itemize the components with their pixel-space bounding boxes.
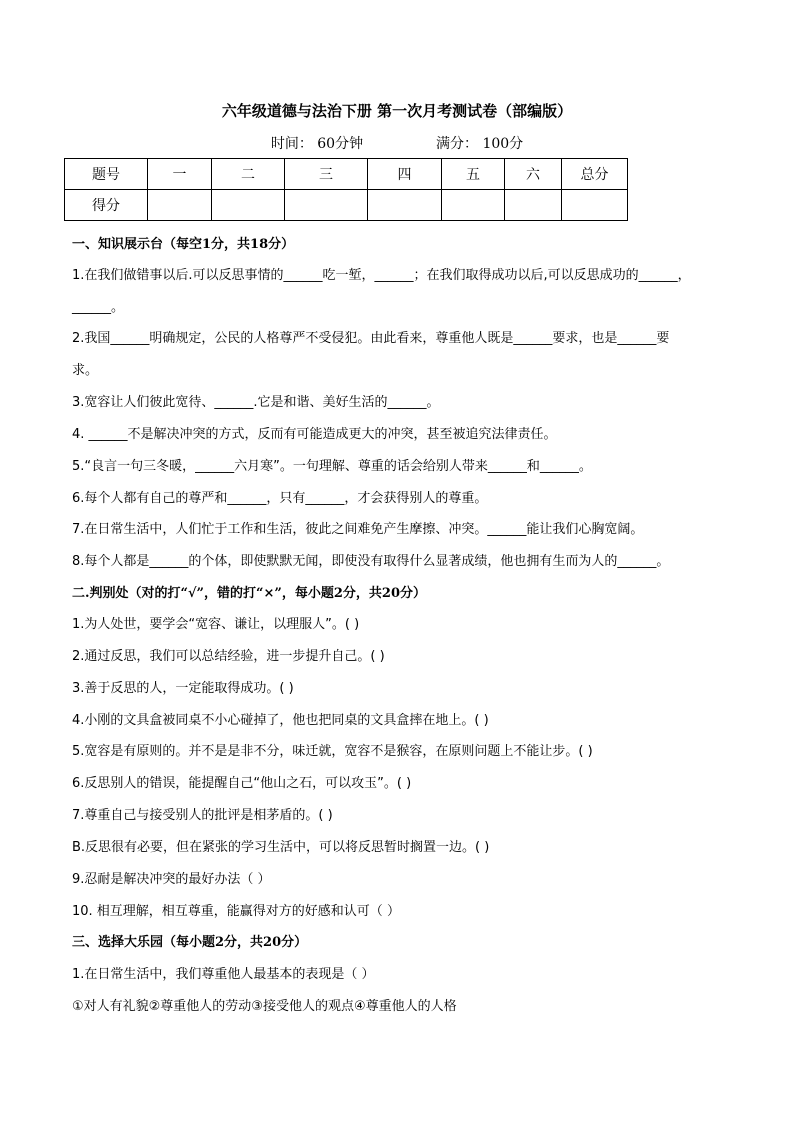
choice-question: 1.在日常生活中，我们尊重他人最基本的表现是（ ） (72, 967, 375, 982)
score-entry-cell[interactable] (505, 190, 562, 221)
question-line: 求。 (72, 363, 99, 378)
question-line: 4. ______不是解决冲突的方式，反而有可能造成更大的冲突，甚至被追究法律责任。 (72, 427, 557, 442)
question-line: 8.每个人都是______的个体，即使默默无闻，即使没有取得什么显著成绩，他也拥有生而为人的______。 (72, 554, 670, 569)
score-table-cell: 三 (285, 159, 368, 190)
judge-item: 7.尊重自己与接受别人的批评是相茅盾的。( ) (72, 808, 333, 823)
section2-heading: 二.判别处（对的打“√”，错的打“×”，每小题2分，共20分） (72, 586, 427, 601)
judge-item: 3.善于反思的人，一定能取得成功。( ) (72, 681, 294, 696)
score-table-cell: 总分 (562, 159, 628, 190)
judge-item: B.反思很有必要，但在紧张的学习生活中，可以将反思暂时搁置一边。( ) (72, 840, 490, 855)
score-table-cell: 题号 (65, 159, 148, 190)
score-table-cell: 二 (212, 159, 285, 190)
judge-item: 4.小刚的文具盒被同桌不小心碰掉了，他也把同桌的文具盒摔在地上。( ) (72, 713, 489, 728)
question-line: 5.“良言一句三冬暖，______六月寒”。一句理解、尊重的话会给别人带来______和______。 (72, 459, 592, 474)
question-line: 1.在我们做错事以后.可以反思事情的______吃一堑，______；在我们取得成功以后,可以反思成功的______， (72, 268, 691, 283)
score-entry-cell[interactable] (148, 190, 212, 221)
judge-item: 10. 相互理解，相互尊重，能赢得对方的好感和认可（ ） (72, 904, 400, 919)
score-table-cell: 五 (442, 159, 505, 190)
question-line: 3.宽容让人们彼此宽待、______.它是和谐、美好生活的______。 (72, 395, 440, 410)
score-entry-cell[interactable] (562, 190, 628, 221)
judge-item: 2.通过反思，我们可以总结经验，进一步提升自己。( ) (72, 649, 385, 664)
time-score-line (0, 133, 794, 153)
score-table (64, 158, 628, 221)
score-table-cell: 一 (148, 159, 212, 190)
question-line: ______。 (72, 300, 125, 315)
question-line: 6.每个人都有自己的尊严和______，只有______，才会获得别人的尊重。 (72, 491, 488, 506)
score-table-cell: 六 (505, 159, 562, 190)
question-line: 2.我国______明确规定，公民的人格尊严不受侵犯。由此看来，尊重他人既是______要求，也是______要 (72, 331, 670, 346)
score-entry-cell[interactable] (368, 190, 442, 221)
score-table-cell: 得分 (65, 190, 148, 221)
score-entry-cell[interactable] (442, 190, 505, 221)
judge-item: 5.宽容是有原则的。并不是是非不分，味迁就，宽容不是猴容，在原则问题上不能让步。( ) (72, 744, 593, 759)
exam-title: 六年级道德与法治下册 第一次月考测试卷（部编版） (221, 102, 573, 120)
judge-item: 1.为人处世，要学会“宽容、谦让，以理服人”。( ) (72, 617, 360, 632)
score-entry-cell[interactable] (212, 190, 285, 221)
choice-options: ①对人有礼貌②尊重他人的劳动③接受他人的观点④尊重他人的人格 (72, 999, 457, 1014)
exam-full-score: 满分： 100分 (436, 136, 524, 152)
score-table-header-row (65, 159, 628, 190)
judge-item: 6.反思别人的错误，能提醒自己“他山之石，可以攻玉”。( ) (72, 776, 412, 791)
score-table-cell: 四 (368, 159, 442, 190)
section3-heading: 三、选择大乐园（每小题2分，共20分） (72, 935, 308, 950)
score-entry-cell[interactable] (285, 190, 368, 221)
judge-item: 9.忍耐是解决冲突的最好办法（ ） (72, 872, 271, 887)
question-line: 7.在日常生活中，人们忙于工作和生活，彼此之间难免产生摩擦、冲突。______能让我们心胸宽阔。 (72, 522, 644, 537)
exam-time: 时间： 60分钟 (270, 136, 364, 152)
score-table-score-row (65, 190, 628, 221)
section1-heading: 一、知识展示台（每空1分，共18分） (72, 237, 295, 252)
